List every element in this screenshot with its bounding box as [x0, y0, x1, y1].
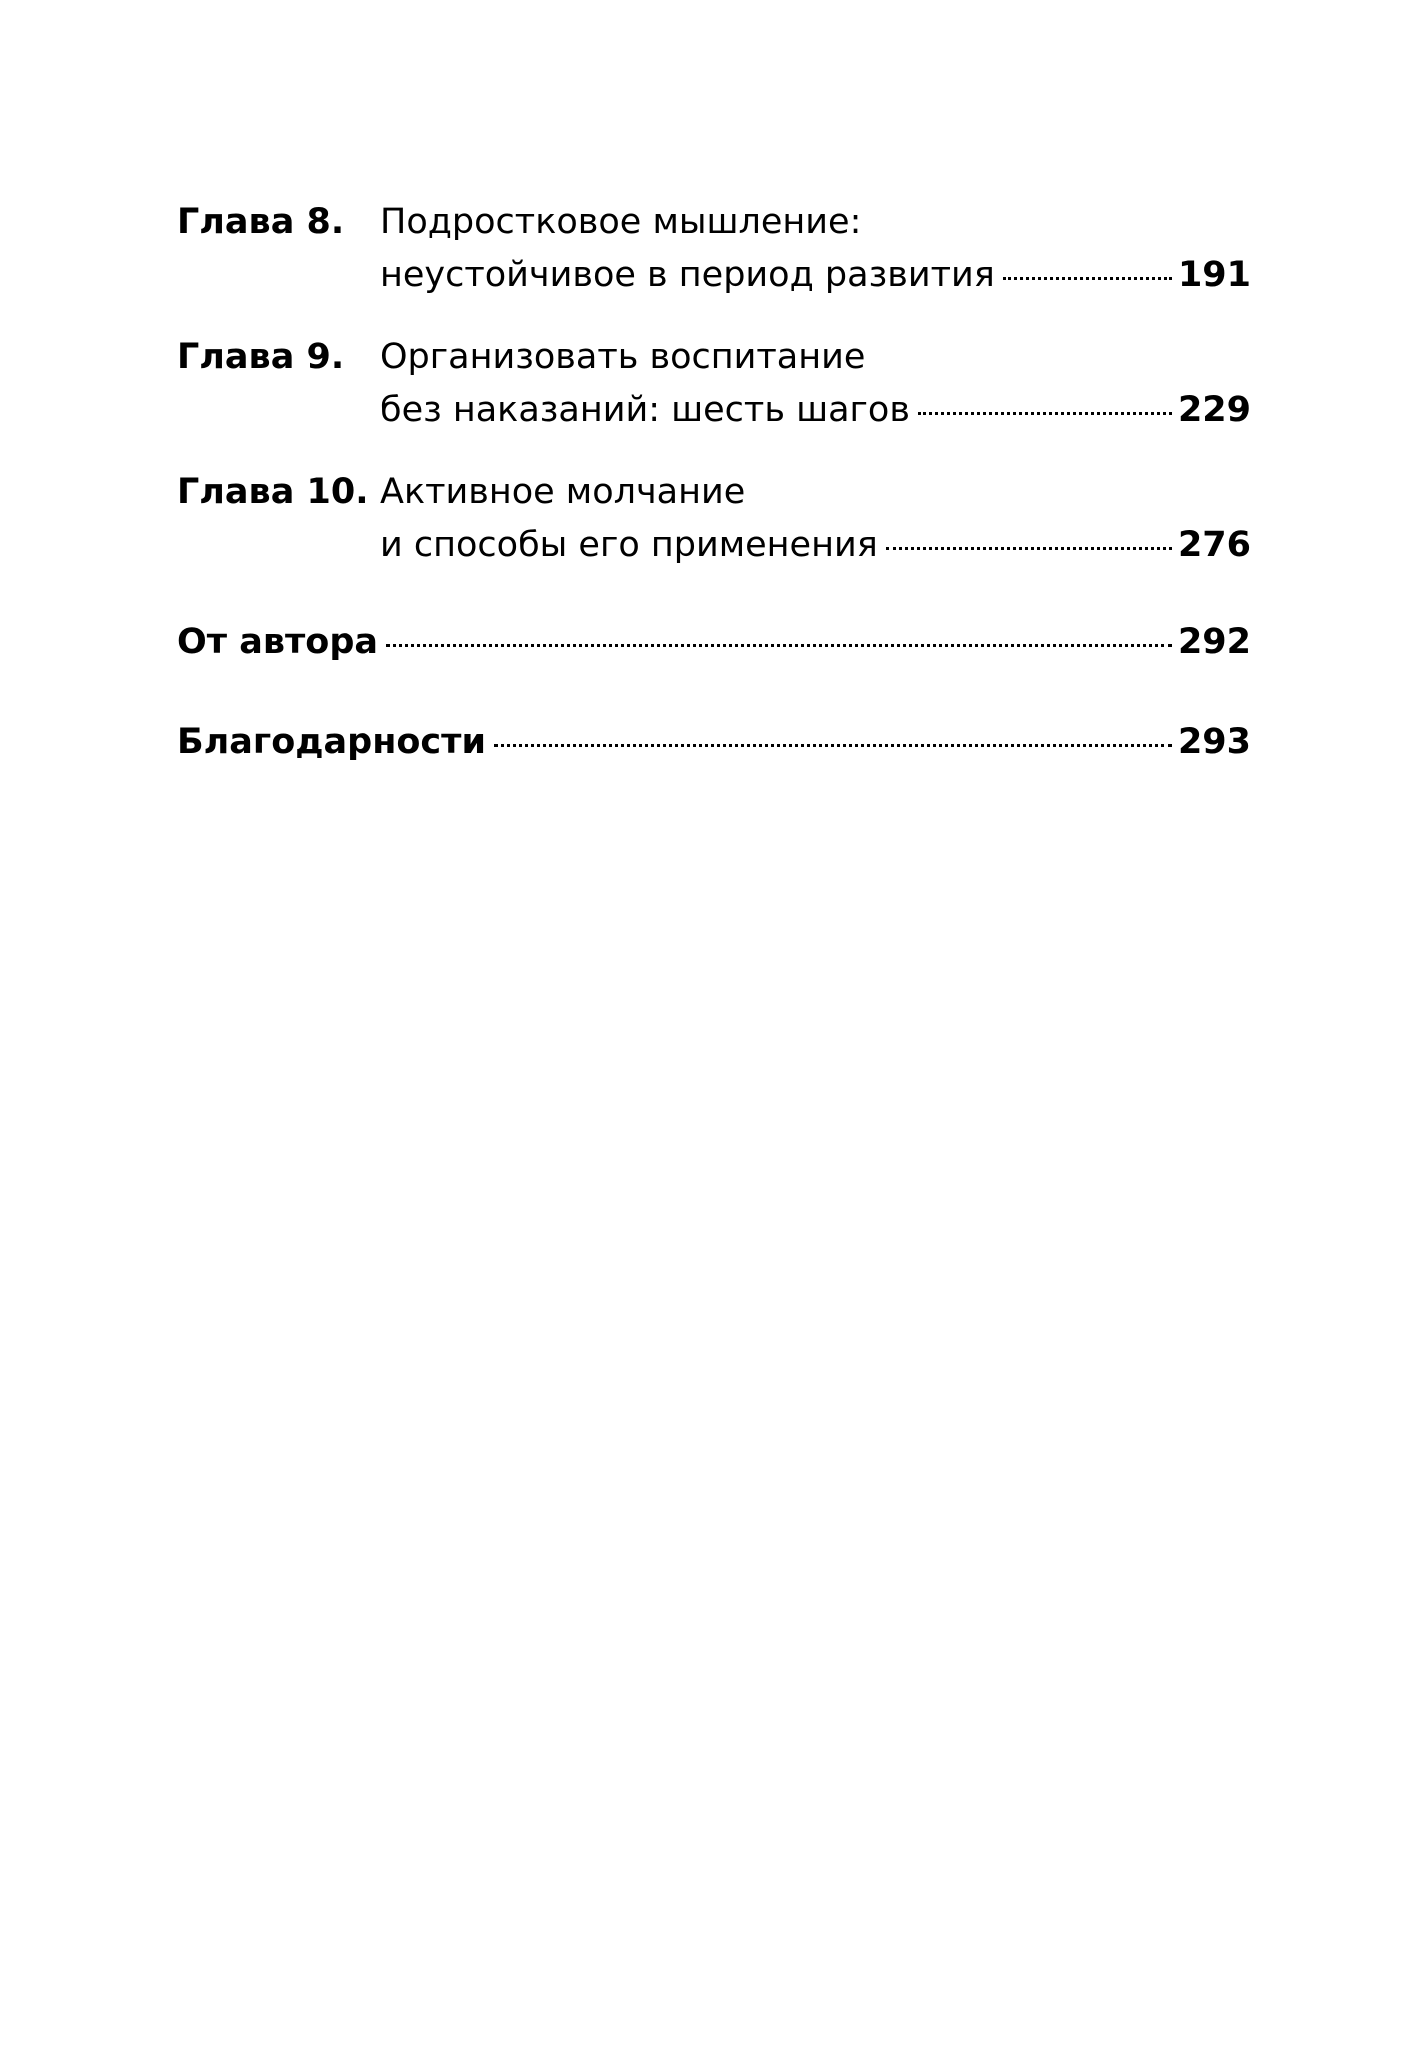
chapter-title-line-2 [380, 249, 1251, 302]
toc-entry-chapter-10[interactable] [177, 466, 1251, 572]
toc-entry-from-author[interactable] [177, 616, 1251, 669]
chapter-label: Глава 9. [177, 337, 345, 377]
toc-entry-acknowledgements[interactable] [177, 716, 1251, 769]
chapter-title-line-1: Активное молчание [380, 472, 746, 512]
dot-leader [494, 744, 1172, 747]
dot-leader [386, 644, 1172, 647]
page-number: 276 [1177, 525, 1251, 565]
chapter-title-line-2 [380, 384, 1251, 437]
section-title: От автора [177, 622, 378, 662]
table-of-contents [177, 196, 1251, 769]
page-number: 191 [1177, 255, 1251, 295]
chapter-body [380, 331, 1251, 437]
chapter-title-line-2 [380, 519, 1251, 572]
chapter-label: Глава 8. [177, 202, 345, 242]
page-number: 229 [1177, 390, 1251, 430]
chapter-label: Глава 10. [177, 472, 369, 512]
page-number: 293 [1177, 722, 1251, 762]
page-number: 292 [1177, 622, 1251, 662]
chapter-title-text: и способы его применения [380, 525, 878, 565]
chapter-body [380, 466, 1251, 572]
toc-entry-chapter-9[interactable] [177, 331, 1251, 437]
chapter-title-text: неустойчивое в период развития [380, 255, 995, 295]
chapter-title-text: без наказаний: шесть шагов [380, 390, 910, 430]
toc-entry-chapter-8[interactable] [177, 196, 1251, 302]
section-title: Благодарности [177, 722, 486, 762]
chapter-title-line-1: Организовать воспитание [380, 337, 866, 377]
dot-leader [918, 412, 1172, 415]
dot-leader [1003, 277, 1172, 280]
dot-leader [886, 547, 1172, 550]
chapter-title-line-1: Подростковое мышление: [380, 202, 862, 242]
chapter-body [380, 196, 1251, 302]
